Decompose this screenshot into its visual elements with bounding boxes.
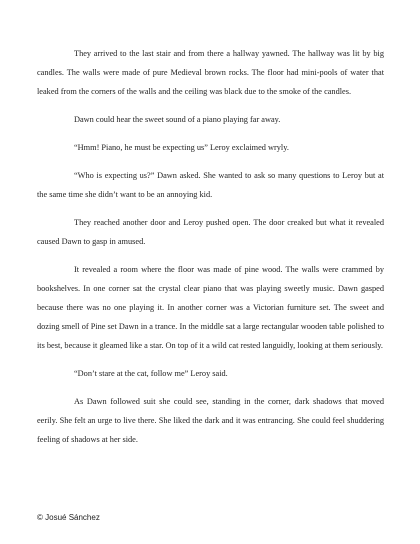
paragraph: Dawn could hear the sweet sound of a piano playing far away. — [74, 115, 281, 124]
copyright-footer: © Josué Sánchez — [37, 513, 100, 522]
paragraph: They reached another door and Leroy pushed open. The door creaked but what it revealed caused Dawn to gasp in amused. — [37, 218, 384, 246]
paragraph: “Don’t stare at the cat, follow me” Leroy said. — [74, 369, 228, 378]
paragraph: “Hmm! Piano, he must be expecting us” Leroy exclaimed wryly. — [74, 143, 289, 152]
paragraph: They arrived to the last stair and from there a hallway yawned. The hallway was lit by big candles. The walls were made of pure Medieval brown rocks. The floor had mini-pools of water that leaked from the corners of the walls and the ceiling was black due to the smoke of the candles. — [37, 49, 384, 96]
document-page — [37, 44, 384, 458]
paragraph: “Who is expecting us?” Dawn asked. She wanted to ask so many questions to Leroy but at the same time she didn’t want to be an annoying kid. — [37, 171, 384, 199]
paragraph: It revealed a room where the floor was made of pine wood. The walls were crammed by bookshelves. In one corner sat the crystal clear piano that was playing sweetly music. Dawn gasped because there was no one playing it. In another corner was a Victorian furniture set. The sweet and dozing smell of Pine set Dawn in a trance. In the middle sat a large rectangular wooden table polished to its best, because it gleamed like a star. On top of it a wild cat rested languidly, looking at them seriously. — [37, 265, 384, 350]
paragraph: As Dawn followed suit she could see, standing in the corner, dark shadows that moved eerily. She felt an urge to live there. She liked the dark and it was entrancing. She could feel shuddering feeling of shadows at her side. — [37, 397, 384, 444]
